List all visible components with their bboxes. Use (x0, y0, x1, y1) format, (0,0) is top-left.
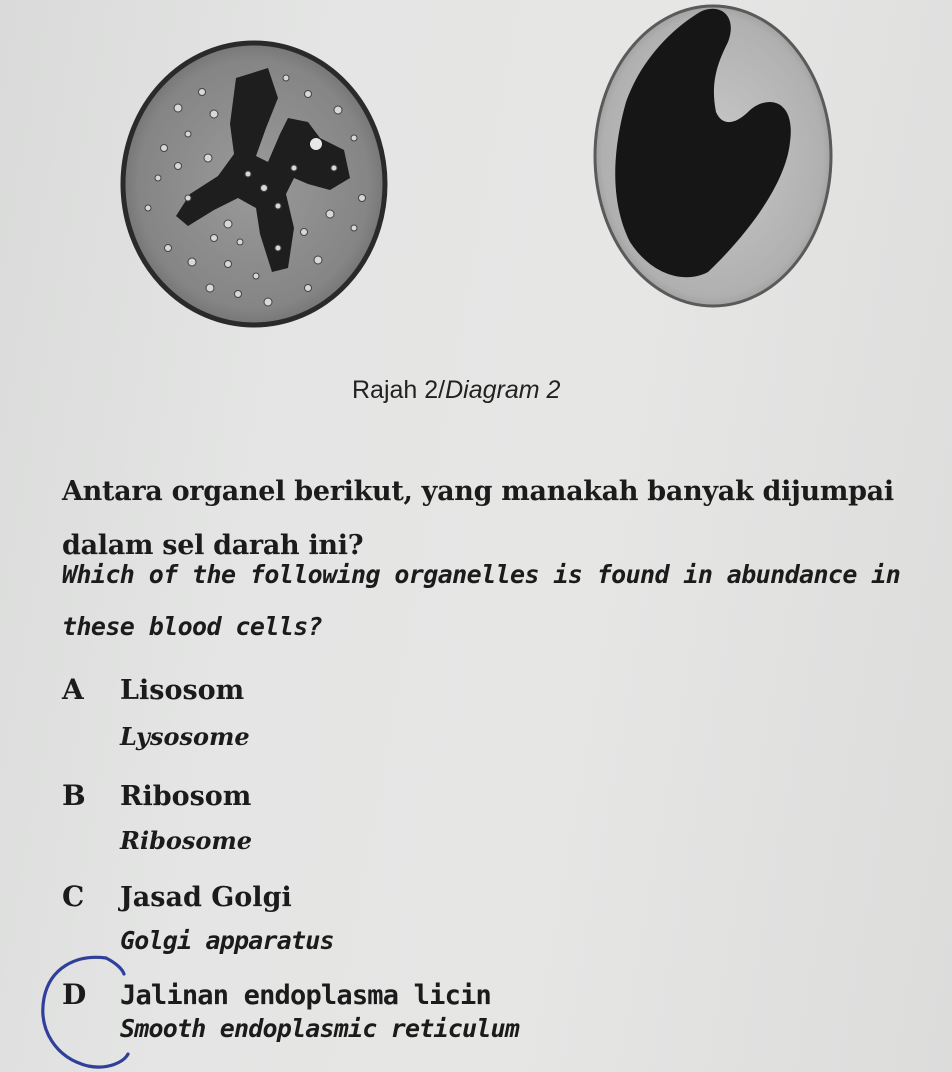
option-d-malay: Jalinan endoplasma licin (120, 980, 491, 1011)
caption-english: Diagram 2 (445, 376, 561, 404)
question-malay-line-1: Antara organel berikut, yang manakah banyak dijumpai (62, 476, 894, 507)
option-c-malay: Jasad Golgi (120, 882, 292, 913)
option-d-letter: D (62, 978, 87, 1011)
option-d-english: Smooth endoplasmic reticulum (120, 1014, 520, 1043)
figure-caption (352, 376, 560, 405)
answer-circle-mark (36, 950, 146, 1072)
question-english-line-2: these blood cells? (62, 612, 323, 641)
option-b-letter: B (62, 779, 86, 812)
option-c (62, 880, 292, 913)
question-malay-line-2: dalam sel darah ini? (62, 530, 364, 561)
option-a-letter: A (62, 673, 84, 706)
granulocyte-cell-diagram (118, 38, 390, 330)
agranulocyte-cell-diagram (590, 2, 836, 310)
option-a-malay: Lisosom (120, 675, 245, 706)
option-c-english: Golgi apparatus (120, 926, 334, 955)
option-a (62, 673, 244, 706)
option-b (62, 779, 251, 812)
option-a-english: Lysosome (120, 722, 250, 751)
option-b-malay: Ribosom (120, 781, 252, 812)
option-c-letter: C (62, 880, 85, 913)
question-english-line-1: Which of the following organelles is found in abundance in (62, 560, 901, 589)
option-b-english: Ribosome (120, 826, 253, 855)
caption-malay: Rajah 2/ (352, 376, 446, 404)
